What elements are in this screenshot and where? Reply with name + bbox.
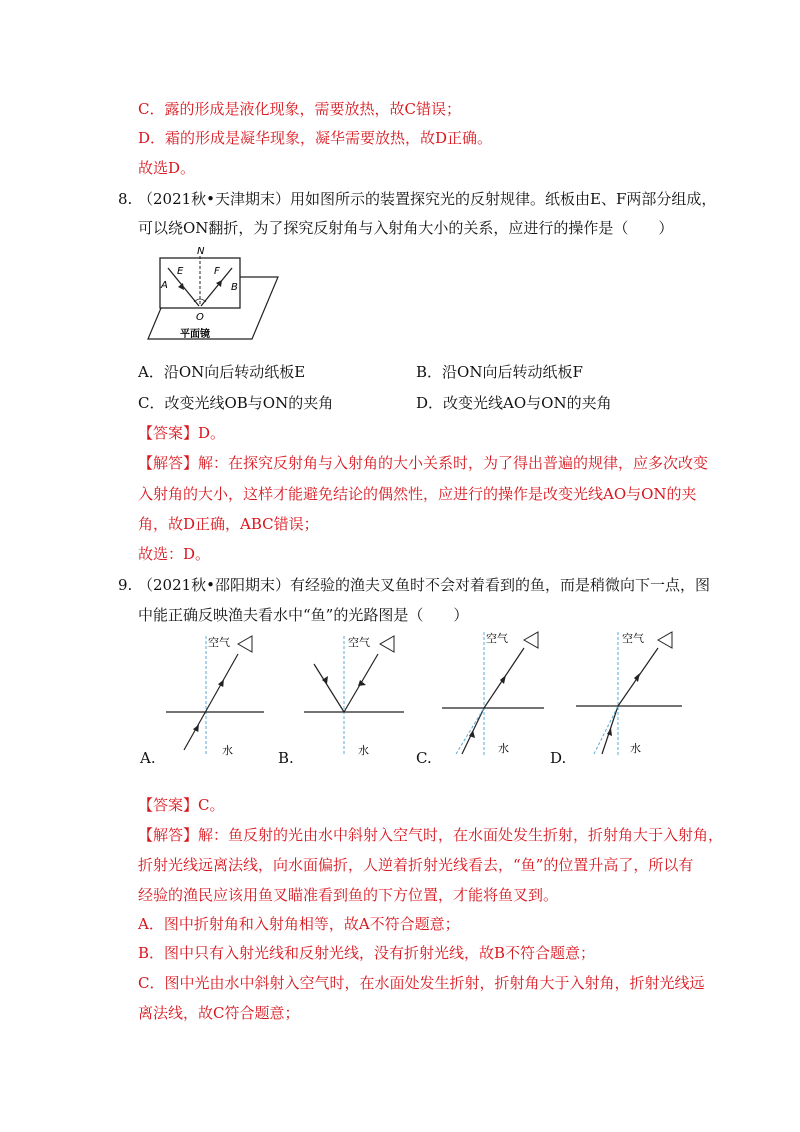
- label-f: F: [214, 266, 220, 277]
- q9-figure-a: [160, 632, 280, 758]
- question-9-number: 9.: [118, 576, 133, 594]
- q8-explanation-line1: 【解答】解：在探究反射角与入射角的大小关系时，为了得出普遍的规律，应多次改变: [138, 454, 709, 472]
- prev-option-c-explanation: C．露的形成是液化现象，需要放热，故C错误；: [138, 100, 461, 118]
- water-label: 水: [630, 742, 641, 755]
- q8-explanation-line2: 入射角的大小，这样才能避免结论的偶然性，应进行的操作是改变光线AO与ON的夹: [138, 485, 697, 503]
- question-8-stem-line1: （2021秋•天津期末）用如图所示的装置探究光的反射规律。纸板由E、F两部分组成，: [138, 190, 717, 208]
- eye-icon: [658, 632, 672, 648]
- q8-option-c[interactable]: C．改变光线OB与ON的夹角: [138, 394, 334, 412]
- air-label: 空气: [622, 632, 644, 645]
- prev-option-d-explanation: D．霜的形成是凝华现象，凝华需要放热，故D正确。: [138, 129, 493, 147]
- question-8-stem-line2: 可以绕ON翻折，为了探究反射角与入射角大小的关系，应进行的操作是（ ）: [138, 219, 674, 237]
- q9-figure-c: [440, 628, 560, 758]
- reflection-apparatus-figure: [140, 244, 290, 344]
- water-label: 水: [358, 744, 369, 757]
- eye-icon: [524, 632, 538, 648]
- question-9-stem-line2: 中能正确反映渔夫看水中“鱼”的光路图是（ ）: [138, 606, 469, 624]
- label-o: O: [196, 312, 204, 323]
- q9-figure-d: [572, 628, 692, 758]
- q9-option-b-analysis: B．图中只有入射光线和反射光线，没有折射光线，故B不符合题意；: [138, 944, 596, 962]
- q9-option-c-analysis-line2: 离法线，故C符合题意；: [138, 1004, 300, 1022]
- q9-figure-b: [300, 632, 420, 758]
- air-label: 空气: [348, 636, 370, 649]
- q9-option-label-a[interactable]: A.: [140, 749, 156, 767]
- air-label: 空气: [208, 636, 230, 649]
- q8-final-choice: 故选：D。: [138, 545, 211, 563]
- label-b: B: [231, 282, 238, 293]
- label-n: N: [197, 246, 205, 257]
- q8-option-d[interactable]: D．改变光线AO与ON的夹角: [416, 394, 612, 412]
- air-label: 空气: [486, 632, 508, 645]
- q9-explanation-line2: 折射光线远离法线，向水面偏折，人逆着折射光线看去，“鱼”的位置升高了，所以有: [138, 856, 694, 874]
- q9-option-label-b[interactable]: B.: [278, 749, 294, 767]
- q9-option-a-analysis: A．图中折射角和入射角相等，故A不符合题意；: [138, 915, 460, 933]
- q9-option-label-d[interactable]: D.: [550, 749, 567, 767]
- label-a: A: [161, 280, 168, 291]
- eye-icon: [238, 636, 252, 652]
- q9-answer: 【答案】C。: [138, 796, 225, 814]
- q8-explanation-line3: 角，故D正确，ABC错误；: [138, 515, 319, 533]
- q9-option-label-c[interactable]: C.: [416, 749, 432, 767]
- q9-explanation-line3: 经验的渔民应该用鱼叉瞄准看到鱼的下方位置，才能将鱼叉到。: [138, 886, 559, 904]
- q8-option-b[interactable]: B．沿ON向后转动纸板F: [416, 363, 583, 381]
- question-8-number: 8.: [118, 190, 133, 208]
- prev-final-choice: 故选D。: [138, 159, 196, 177]
- water-label: 水: [498, 742, 509, 755]
- water-label: 水: [222, 744, 233, 757]
- q9-explanation-line1: 【解答】解：鱼反射的光由水中斜射入空气时，在水面处发生折射，折射角大于入射角，: [138, 826, 724, 844]
- q9-option-c-analysis-line1: C．图中光由水中斜射入空气时，在水面处发生折射，折射角大于入射角，折射光线远: [138, 974, 705, 992]
- question-9-stem-line1: （2021秋•邵阳期末）有经验的渔夫叉鱼时不会对着看到的鱼，而是稍微向下一点，图: [138, 576, 711, 594]
- label-e: E: [177, 266, 184, 277]
- q8-option-a[interactable]: A．沿ON向后转动纸板E: [138, 363, 306, 381]
- q8-answer: 【答案】D。: [138, 424, 226, 442]
- eye-icon: [380, 636, 394, 652]
- label-mirror: 平面镜: [180, 329, 210, 340]
